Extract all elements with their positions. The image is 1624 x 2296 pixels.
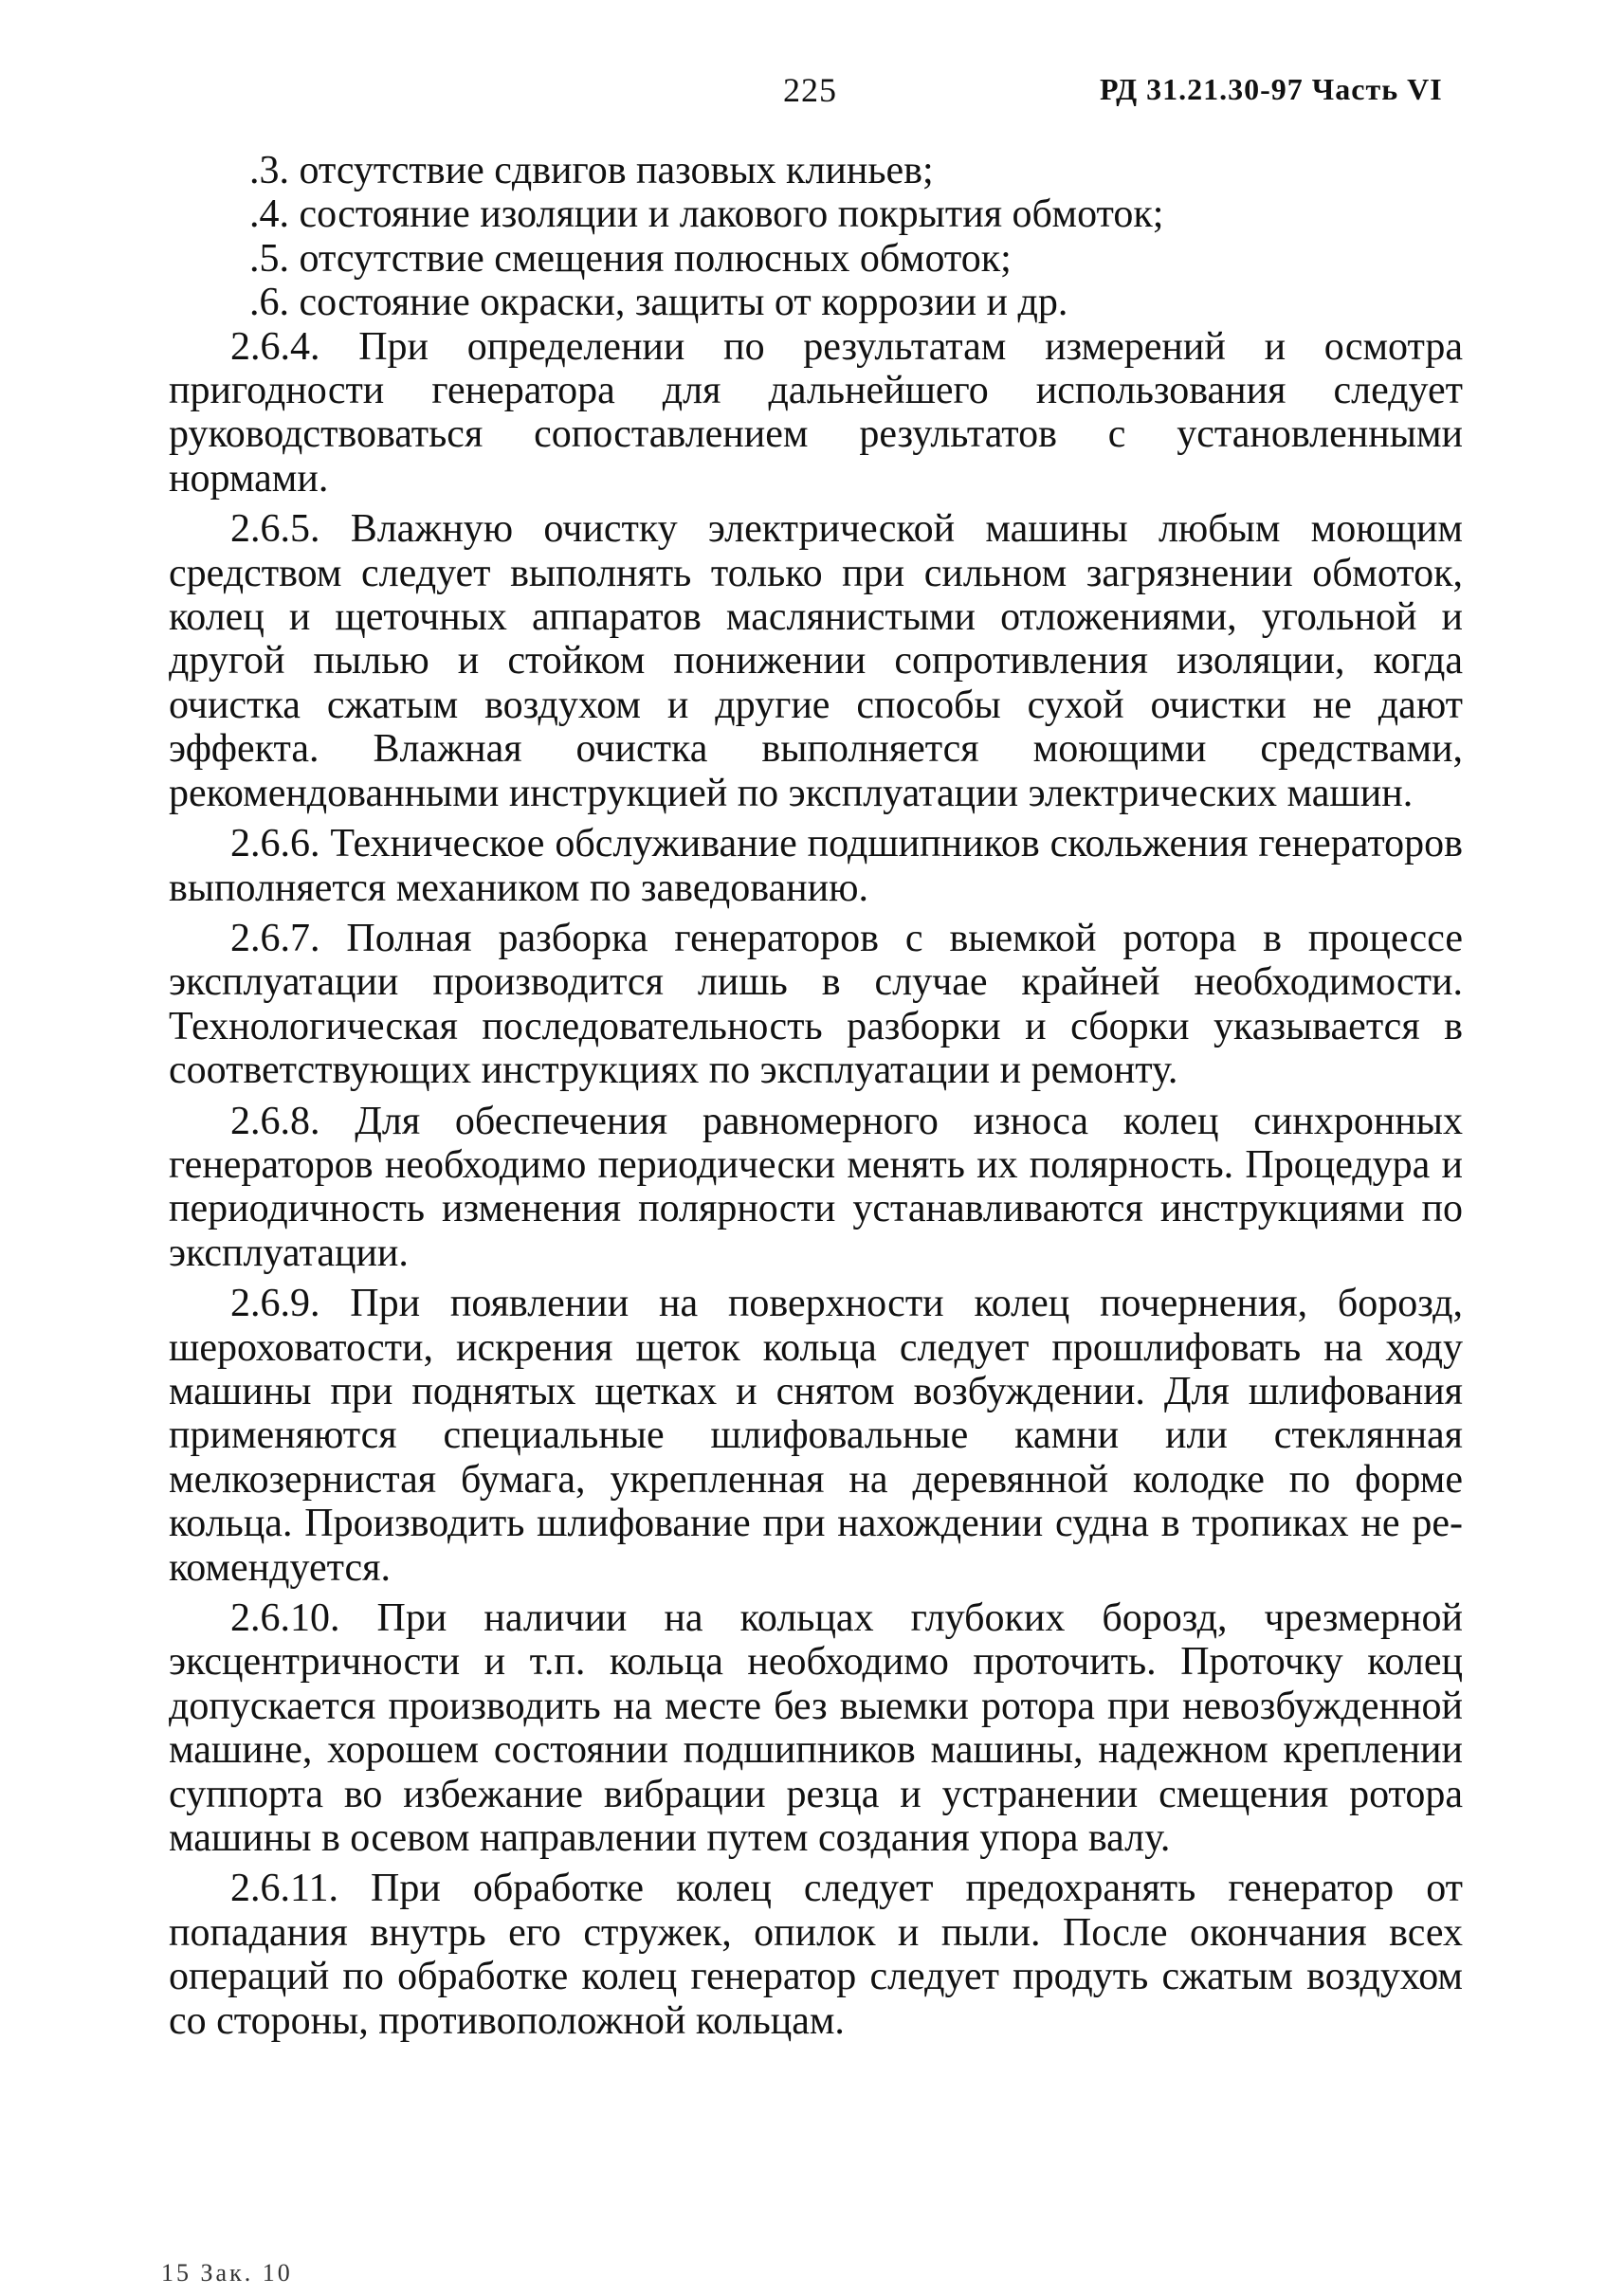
body-text xyxy=(169,149,1463,2043)
paragraph-2-6-6: 2.6.6. Техническое обслуживание подшипников скольжения генераторов выполняется механиком по заведованию. xyxy=(169,822,1463,910)
paragraph-2-6-11: 2.6.11. При обработке колец следует предохранять генератор от попадания внутрь его стружек, опилок и пыли. После окончания всех операций по обработке колец генератор следует продуть сжатым воздухом со стороны, противоположной кольцам. xyxy=(169,1867,1463,2043)
list-item-6: .6. состояние окраски, защиты от коррозии и др. xyxy=(249,281,1068,325)
document-reference: РД 31.21.30-97 Часть VI xyxy=(1100,72,1443,106)
paragraph-2-6-8: 2.6.8. Для обеспечения равномерного износа колец синхронных генераторов необходимо периодически менять их полярность. Процедура и периодичность изменения полярности устанавливаются инструкциями по эксплуатации. xyxy=(169,1099,1463,1275)
paragraph-2-6-9: 2.6.9. При появлении на поверхности колец почернения, борозд, шероховатости, искрения щеток кольца следует прошлифовать на ходу машины при поднятых щетках и снятом возбуждении. Для шлифования применяются специальные шлифовальные камни или стеклянная мелкозернистая бумага, укрепленная на деревянной колодке по форме кольца. Производить шлифование при нахождении судна в тропиках не рекомендуется. xyxy=(169,1282,1463,1590)
paragraph-2-6-10: 2.6.10. При наличии на кольцах глубоких борозд, чрезмерной эксцентричности и т.п. кольца необходимо проточить. Проточку колец допускается производить на месте без выемки ротора при невозбужденной машине, хорошем состоянии подшипников машины, надежном креплении суппорта во избежание вибрации резца и устранении смещения ротора машины в осевом направлении путем создания упора валу. xyxy=(169,1596,1463,1861)
paragraph-2-6-7: 2.6.7. Полная разборка генераторов с выемкой ротора в процессе эксплуатации производится лишь в случае крайней необходимости. Технологическая последовательность разборки и сборки указывается в соответствующих инструкциях по эксплуатации и ремонту. xyxy=(169,916,1463,1093)
list-item-4: .4. состояние изоляции и лакового покрытия обмоток; xyxy=(249,192,1164,237)
list-item-5: .5. отсутствие смещения полюсных обмоток; xyxy=(249,236,1012,281)
printer-mark: 15 Зак. 10 xyxy=(161,2259,293,2287)
paragraph-2-6-4: 2.6.4. При определении по результатам измерений и осмотра пригодности генератора для дальнейшего использования следует руководствоваться сопоставлением результатов с установленными нормами. xyxy=(169,324,1463,501)
paragraph-2-6-5: 2.6.5. Влажную очистку электрической машины любым моющим средством следует выполнять только при сильном загрязнении обмоток, колец и щеточных аппаратов маслянистыми отложениями, угольной и другой пылью и стойком понижении сопротивления изоляции, когда очистка сжатым воздухом и другие способы сухой очистки не дают эффекта. Влажная очистка выполняется моющими средствами, рекомендованными инструкцией по эксплуатации электрических машин. xyxy=(169,507,1463,815)
page-number: 225 xyxy=(783,71,837,109)
list-item-3: .3. отсутствие сдвигов пазовых клиньев; xyxy=(249,149,934,192)
